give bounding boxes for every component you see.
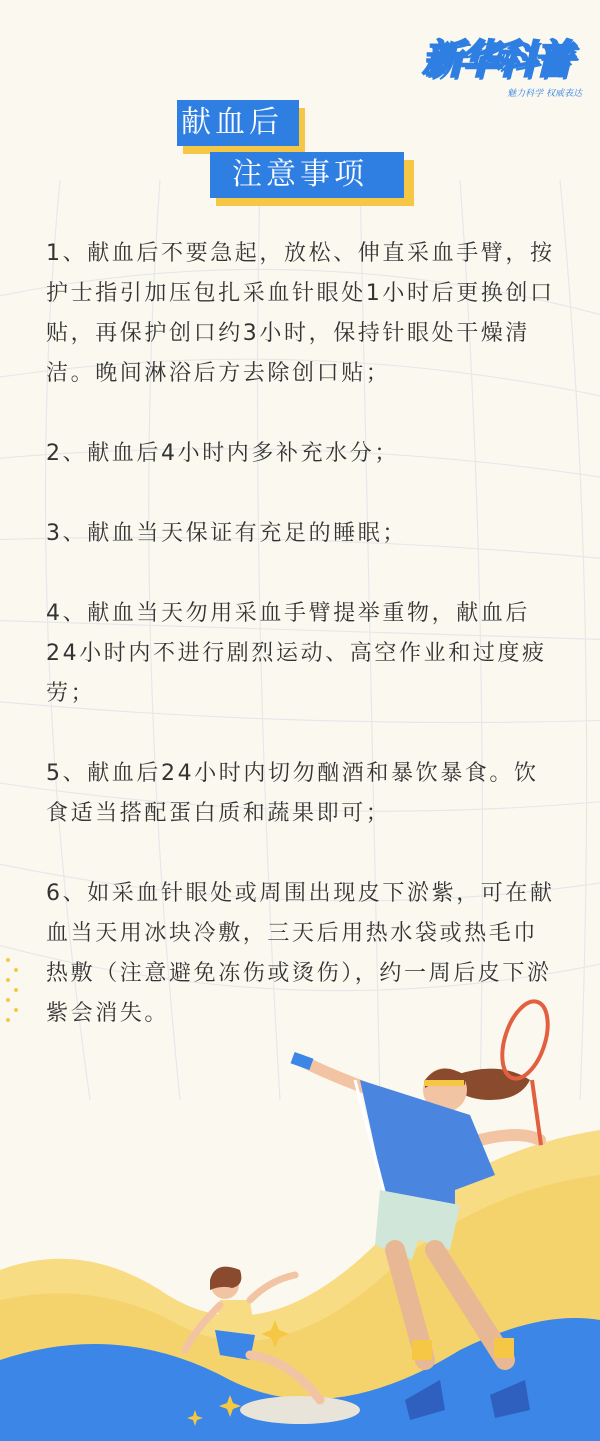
brand-logo <box>422 34 588 104</box>
notice-item-5: 5、献血后24小时内切勿酗酒和暴饮暴食。饮食适当搭配蛋白质和蔬果即可； <box>46 761 539 826</box>
notice-item-3: 3、献血当天保证有充足的睡眠； <box>46 521 407 546</box>
logo-text: 新华科普 <box>422 37 570 83</box>
notice-item-2: 2、献血后4小时内多补充水分； <box>46 441 399 466</box>
title-1-text: 献血后 <box>177 100 299 146</box>
notice-item-1: 1、献血后不要急起，放松、伸直采血手臂，按护士指引加压包扎采血针眼处1小时后更换创口贴，再保护创口约3小时，保持针眼处干燥清洁。晚间淋浴后方去除创口贴； <box>46 241 555 386</box>
notice-item-6: 6、如采血针眼处或周围出现皮下淤紫，可在献血当天用冰块冷敷，三天后用热水袋或热毛巾热敷（注意避免冻伤或烫伤），约一周后皮下淤紫会消失。 <box>46 881 555 1026</box>
notice-item-4: 4、献血当天勿用采血手臂提举重物，献血后24小时内不进行剧烈运动、高空作业和过度疲劳； <box>46 601 547 706</box>
notice-list <box>46 234 558 1074</box>
title-2-text: 注意事项 <box>210 152 404 198</box>
logo-slogan: 魅力科学 权威表达 <box>507 89 582 99</box>
